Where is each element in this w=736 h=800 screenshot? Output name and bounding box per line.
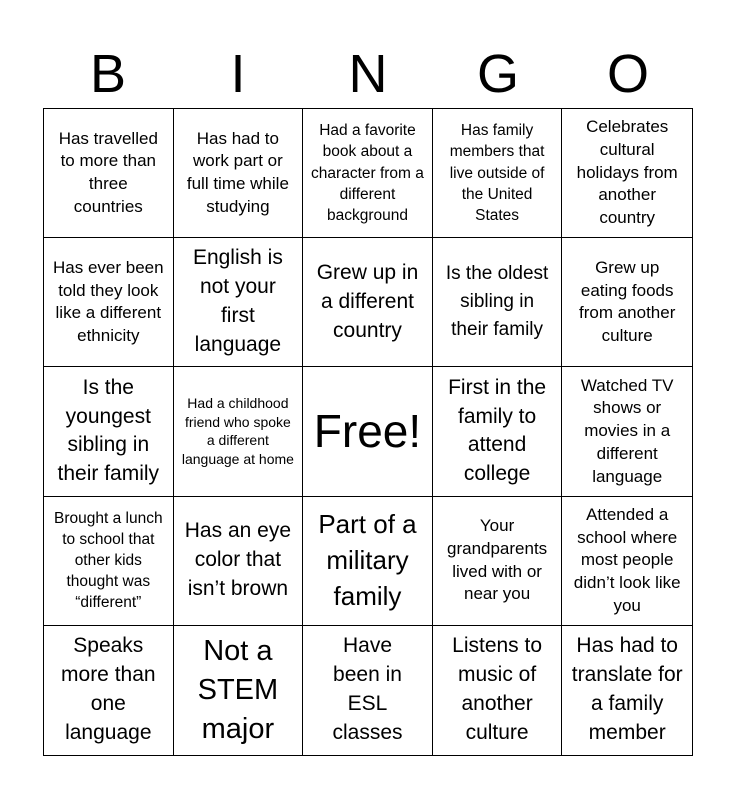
header-letter-i: I [230, 44, 246, 104]
bingo-cell-text: Brought a lunch to school that other kids thought was “different” [54, 510, 163, 612]
bingo-cell-text: Is the youngest sibling in their family [57, 375, 160, 486]
bingo-cell-b5[interactable] [44, 626, 174, 755]
bingo-cell-o2[interactable] [562, 238, 692, 367]
bingo-cell-text: First in the family to attend college [448, 375, 547, 486]
bingo-board [43, 108, 693, 756]
bingo-cell-text: Has ever been told they look like a different ethnicity [53, 257, 164, 346]
header-letter-b: B [89, 44, 127, 104]
bingo-cell-text: Celebrates cultural holidays from another country [576, 117, 678, 228]
bingo-cell-text: Speaks more than one language [61, 634, 156, 745]
bingo-cell-g1[interactable] [433, 109, 563, 238]
bingo-cell-i3[interactable] [174, 367, 304, 496]
bingo-cell-text: Watched TV shows or movies in a different language [580, 375, 674, 486]
bingo-cell-i2[interactable] [174, 238, 304, 367]
bingo-cell-n4[interactable] [303, 497, 433, 626]
bingo-cell-n2[interactable] [303, 238, 433, 367]
bingo-cell-text: Listens to music of another culture [452, 634, 543, 745]
bingo-cell-text: English is not your first language [192, 246, 283, 357]
bingo-cell-text: Had a favorite book about a character from a different background [311, 122, 424, 224]
bingo-cell-b1[interactable] [44, 109, 174, 238]
bingo-cell-i4[interactable] [174, 497, 304, 626]
bingo-cell-text: Grew up eating foods from another culture [578, 257, 676, 346]
bingo-cell-i1[interactable] [174, 109, 304, 238]
bingo-cell-i5[interactable] [174, 626, 304, 755]
bingo-cell-text: Your grandparents lived with or near you [447, 516, 548, 604]
bingo-cell-free[interactable] [303, 367, 433, 496]
bingo-cell-text: Not a STEM major [197, 634, 279, 745]
bingo-cell-g3[interactable] [433, 367, 563, 496]
bingo-cell-text: Has had to work part or full time while studying [186, 128, 289, 216]
bingo-cell-text: Had a childhood friend who spoke a different language at home [181, 394, 294, 468]
bingo-cell-text: Is the oldest sibling in their family [445, 263, 549, 341]
bingo-cell-text: Attended a school where most people didn’t look like you [573, 504, 681, 615]
bingo-cell-text: Part of a military family [318, 508, 417, 611]
header-letter-o: O [606, 44, 649, 104]
bingo-cell-o4[interactable] [562, 497, 692, 626]
bingo-cell-b3[interactable] [44, 367, 174, 496]
header-letter-n: N [348, 44, 388, 104]
bingo-cell-o3[interactable] [562, 367, 692, 496]
bingo-cell-n5[interactable] [303, 626, 433, 755]
bingo-cell-text: Grew up in a different country [316, 260, 419, 342]
bingo-cell-n1[interactable] [303, 109, 433, 238]
header-letter-g: G [476, 44, 519, 104]
bingo-cell-g2[interactable] [433, 238, 563, 367]
bingo-cell-text: Has had to translate for a family member [571, 634, 683, 745]
bingo-header [43, 40, 693, 108]
bingo-cell-text: Has travelled to more than three countries [58, 128, 158, 216]
bingo-cell-o1[interactable] [562, 109, 692, 238]
bingo-cell-g5[interactable] [433, 626, 563, 755]
bingo-cell-g4[interactable] [433, 497, 563, 626]
bingo-cell-o5[interactable] [562, 626, 692, 755]
bingo-cell-text: Has family members that live outside of the United States [449, 122, 545, 224]
bingo-cell-text: Has an eye color that isn’t brown [184, 519, 291, 601]
bingo-cell-text: Have been in ESL classes [332, 634, 403, 745]
free-space-label: Free! [313, 405, 422, 458]
bingo-cell-b4[interactable] [44, 497, 174, 626]
bingo-cell-b2[interactable] [44, 238, 174, 367]
